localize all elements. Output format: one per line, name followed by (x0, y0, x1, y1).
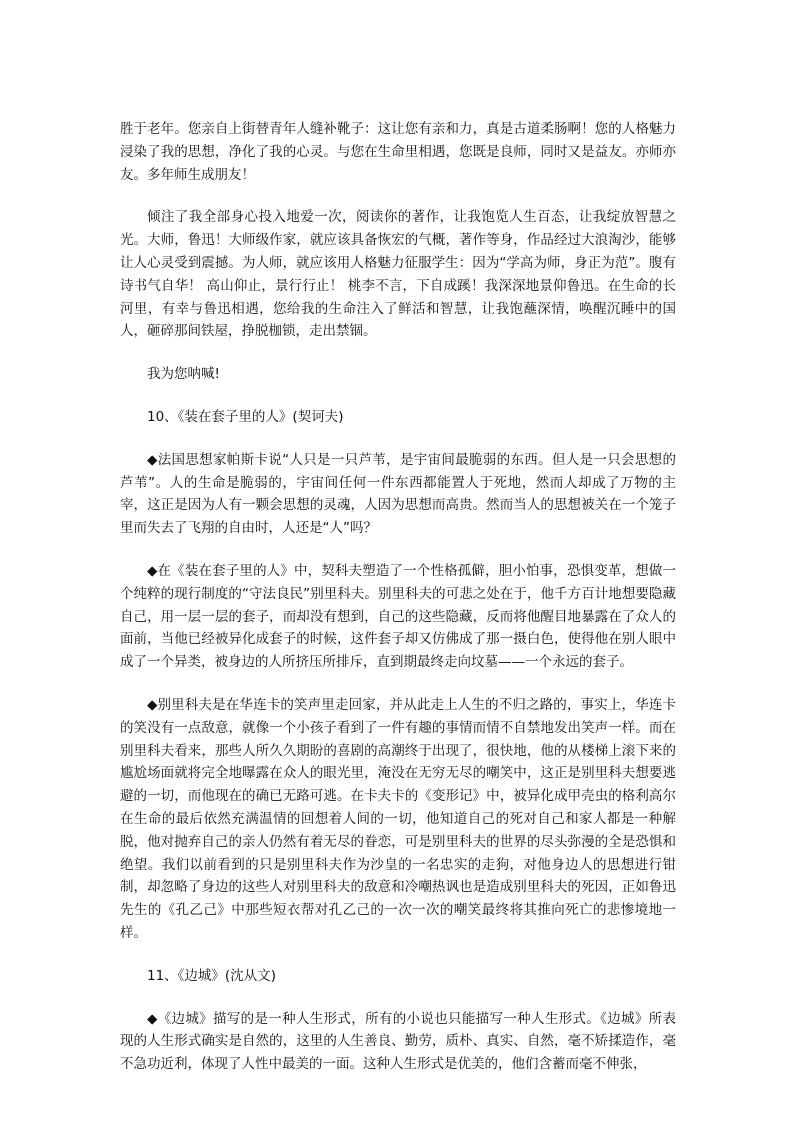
document-page (120, 118, 676, 1096)
paragraph-pascal-reed: ◆法国思想家帕斯卡说“人只是一只芦苇，是宇宙间最脆弱的东西。但人是一只会思想的芦苇”。人的生命是脆弱的，宇宙间任何一件东西都能置人于死地，然而人却成了万物的主宰，这正是因为人有一颗会思想的灵魂，人因为思想而高贵。然而当人的思想被关在一个笼子里而失去了飞翔的自由时，人还是“人”吗？ (120, 451, 676, 537)
section-heading-10: 10、《装在套子里的人》(契诃夫) (147, 408, 344, 425)
paragraph-belikov-laughter: ◆别里科夫是在华连卡的笑声里走回家，并从此走上人生的不归之路的，事实上，华连卡的笑没有一点敌意，就像一个小孩子看到了一件有趣的事情而情不自禁地发出笑声一样。而在别里科夫看来，那些人所久久期盼的喜剧的高潮终于出现了，很快地，他的从楼梯上滚下来的尴尬场面就将完全地曝露在众人的眼光里，淹没在无穷无尽的嘲笑中，这正是别里科夫想要逃避的一切，而他现在的确已无路可逃。在卡夫卡的《变形记》中，被异化成甲壳虫的格利高尔在生命的最后依然充满温情的回想着人间的一切，他知道自己的死对自己和家人都是一种解脱，他对抛弃自己的亲人仍然有着无尽的眷恋，可是别里科夫的世界的尽头弥漫的全是恐惧和绝望。我们以前看到的只是别里科夫作为沙皇的一名忠实的走狗，对他身边人的思想进行钳制，却忽略了身边的这些人对别里科夫的敌意和冷嘲热讽也是造成别里科夫的死因，正如鲁迅先生的《孔乙己》中那些短衣帮对孔乙己的一次一次的嘲笑最终将其推向死亡的悲惨境地一样。 (120, 696, 676, 941)
paragraph-call-out: 我为您呐喊! (147, 366, 220, 383)
section-heading-11: 11、《边城》(沈从文) (147, 967, 276, 984)
paragraph-lu-xun-devotion: 倾注了我全部身心投入地爱一次，阅读你的著作，让我饱览人生百态，让我绽放智慧之光。大师，鲁迅！大师级作家，就应该具备恢宏的气概，著作等身，作品经过大浪淘沙，能够让人心灵受到震撼。为人师，就应该用人格魅力征服学生：因为“学高为师，身正为范”。腹有诗书气自华！ 高山仰止，景行行止！ 桃李不言，下自成蹊！我深深地景仰鲁迅。在生命的长河里，有幸与鲁迅相遇，您给我的生命注入了鲜活和智慧，让我饱蘸深情，唤醒沉睡中的国人，砸碎那间铁屋，挣脱枷锁，走出禁锢。 (120, 209, 676, 340)
paragraph-border-town: ◆《边城》描写的是一种人生形式，所有的小说也只能描写一种人生形式。《边城》所表现的人生形式确实是自然的，这里的人生善良、勤劳，质朴、真实、自然，毫不矫揉造作，毫不急功近利，体现了人性中最美的一面。这种人生形式是优美的，他们含蓄而毫不伸张， (120, 1010, 676, 1073)
paragraph-lu-xun-virtue: 胜于老年。您亲自上街替青年人缝补靴子：这让您有亲和力，真是古道柔肠啊！您的人格魅力浸染了我的思想，净化了我的心灵。与您在生命里相遇，您既是良师，同时又是益友。亦师亦友。多年师生成朋友！ (120, 121, 676, 183)
paragraph-belikov-character: ◆在《装在套子里的人》中，契科夫塑造了一个性格孤僻，胆小怕事，恐惧变革，想做一个纯粹的现行制度的“守法良民”别里科夫。别里科夫的可悲之处在于，他千方百计地想要隐藏自己，用一层一层的套子，而却没有想到，自己的这些隐藏，反而将他醒目地暴露在了众人的面前，当他已经被异化成套子的时候，这件套子却又仿佛成了那一摄白色，使得他在别人眼中成了一个异类，被身边的人所挤压所排斥，直到期最终走向坟墓——一个永远的套子。 (120, 562, 676, 671)
